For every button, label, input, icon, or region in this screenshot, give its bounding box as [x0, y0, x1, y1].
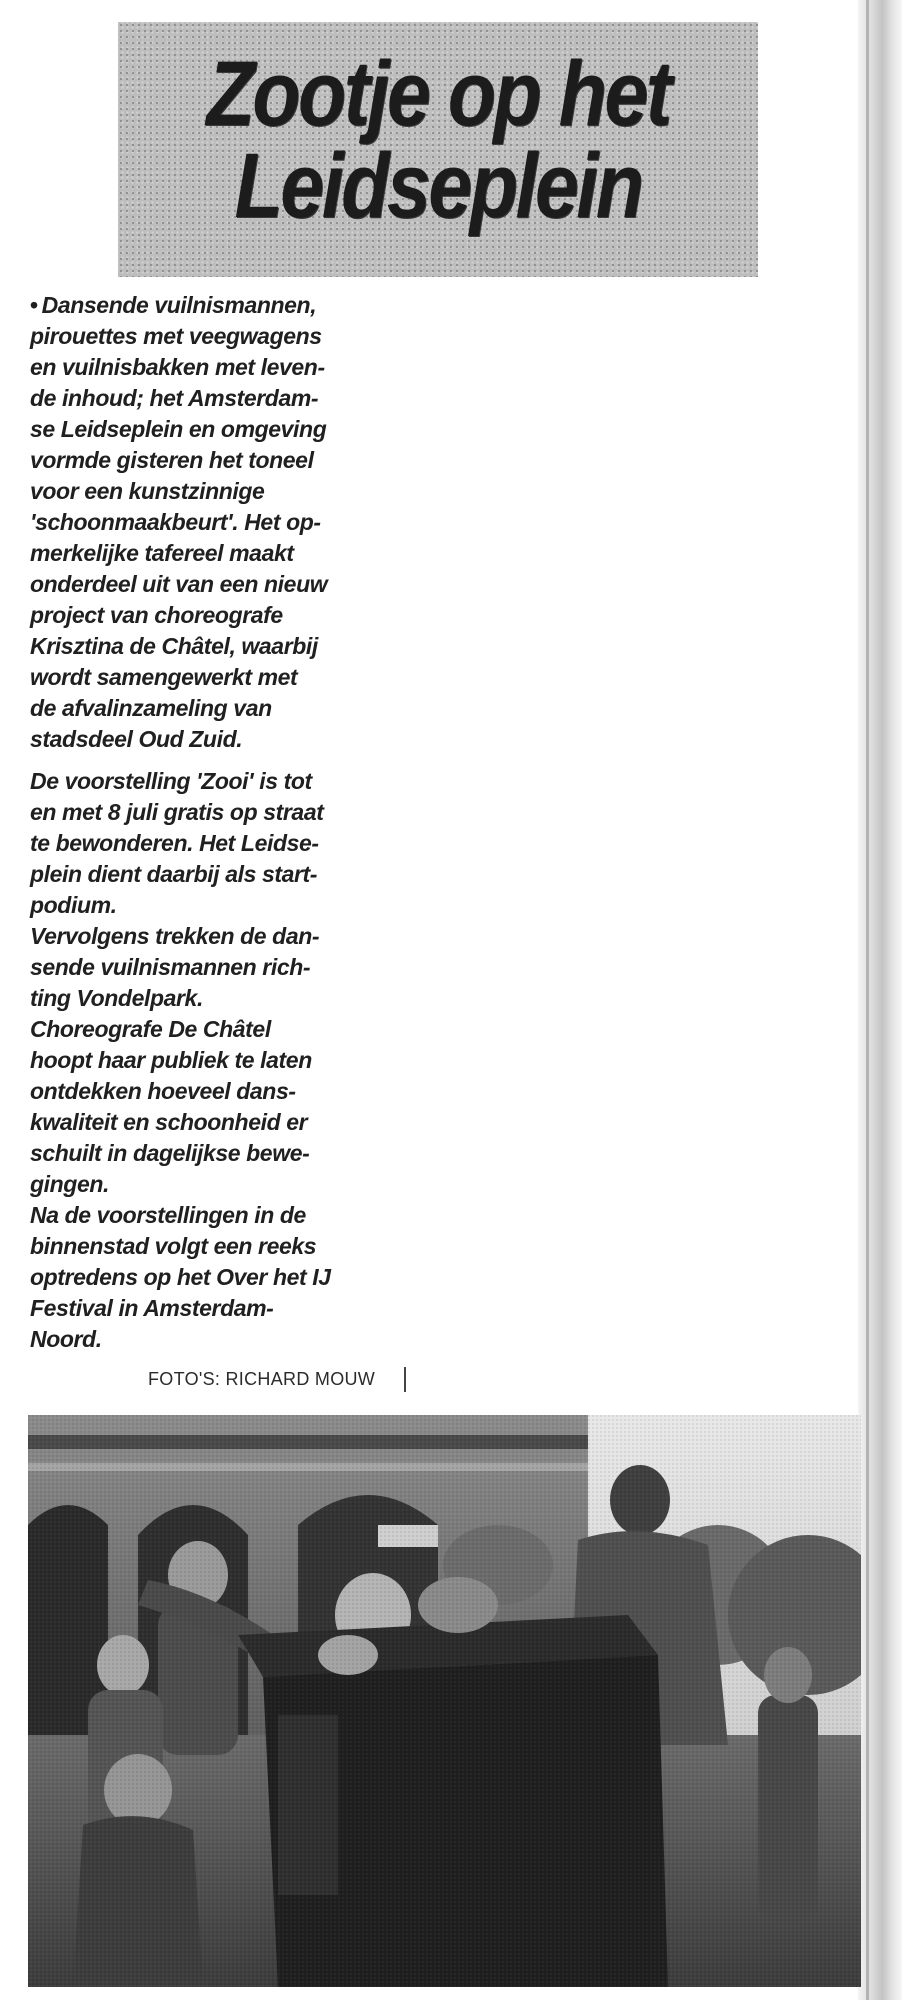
headline-box	[118, 22, 758, 277]
photo-image	[28, 1415, 861, 1987]
page-edge-shadow	[858, 0, 902, 2000]
article-paragraph-1-text: Dansende vuilnismannen, pirouettes met veegwagens en vuilnisbakken met leven- de inhoud; het Amsterdam- se Leidseplein en omgeving vormde gisteren het toneel voor een kunstzinnige 'schoonmaakbeurt'. Het op- merkelijke tafereel maakt onderdeel uit van een nieuw project van choreografe Krisztina de Châtel, waarbij wordt samengewerkt met de afvalinzameling van stadsdeel Oud Zuid.	[30, 292, 328, 752]
news-photo	[28, 1415, 861, 1987]
page-edge-line	[866, 0, 869, 2000]
article-paragraph-1	[30, 290, 402, 755]
photo-credit: FOTO'S: RICHARD MOUW	[148, 1369, 376, 1389]
article-body	[30, 290, 402, 1366]
credit-divider	[404, 1367, 406, 1392]
bullet-icon: •	[30, 292, 38, 318]
headline	[163, 43, 713, 237]
headline-line-1: Zootje op het	[206, 43, 670, 145]
article-paragraph-2: De voorstelling 'Zooi' is tot en met 8 juli gratis op straat te bewonderen. Het Leidse- plein dient daarbij als start- podium. Vervolgens trekken de dan- sende vuilnismannen rich- ting Vondelpark. Choreografe De Châtel hoopt haar publiek te laten ontdekken hoeveel dans- kwaliteit en schoonheid er schuilt in dagelijkse bewe- gingen. Na de voorstellingen in de binnenstad volgt een reeks optredens op het Over het IJ Festival in Amsterdam- Noord.	[30, 768, 331, 1352]
headline-line-2: Leidseplein	[234, 135, 642, 237]
